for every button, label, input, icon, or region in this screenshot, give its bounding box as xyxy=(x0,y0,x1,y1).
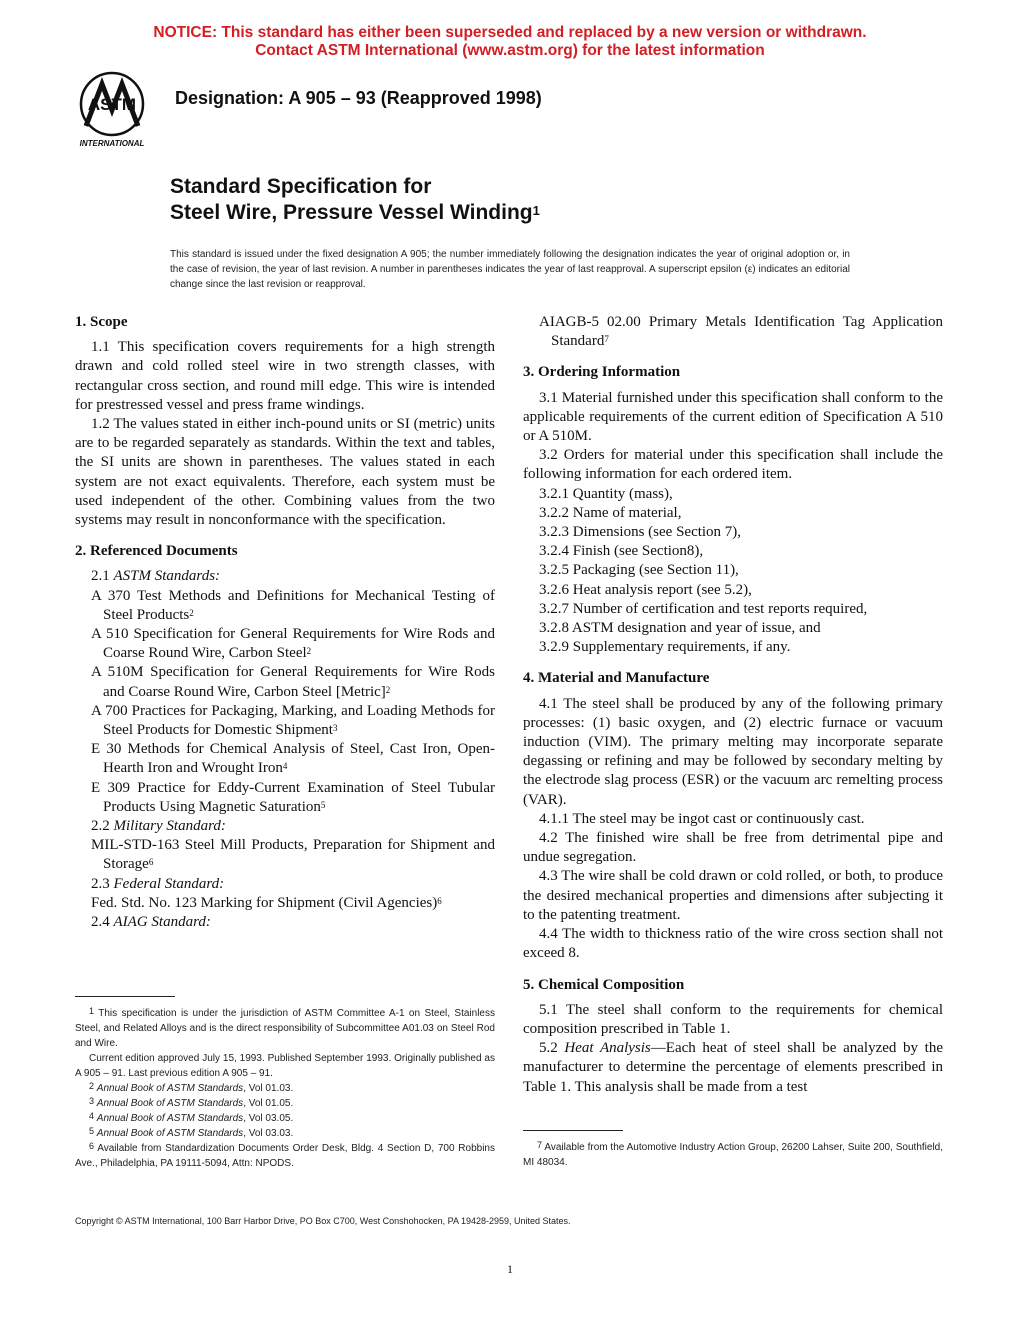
copyright-line: Copyright © ASTM International, 100 Barr Harbor Drive, PO Box C700, West Conshohocken, PA 19428-2959, United States. xyxy=(75,1216,571,1226)
title-footnote-mark: 1 xyxy=(532,203,540,218)
ref-mil-std-163: MIL-STD-163 Steel Mill Products, Preparation for Shipment and Storage$^6$ xyxy=(91,837,495,873)
para-4-1-1: 4.1.1 The steel may be ingot cast or continuously cast. xyxy=(539,810,865,827)
section-2-heading: 2. Referenced Documents xyxy=(75,543,238,560)
para-4-4: 4.4 The width to thickness ratio of the wire cross section shall not exceed 8. xyxy=(523,926,943,962)
title-line-2-text: Steel Wire, Pressure Vessel Winding xyxy=(170,201,533,224)
astm-logo xyxy=(62,70,162,150)
para-4-2: 4.2 The finished wire shall be free from detrimental pipe and undue segregation. xyxy=(523,830,943,866)
list-item: 3.2.3 Dimensions (see Section 7), xyxy=(539,524,742,541)
para-1-1: 1.1 This specification covers requirements for a high strength drawn and cold rolled steel wire in two strength classes, with rectangular cross section, and round mill edge. This wire is intended for prestressed vessel and press frame windings. xyxy=(75,339,495,413)
logo-text: ASTM xyxy=(87,95,137,114)
footnotes-left xyxy=(75,1006,495,1171)
ref-a370: A 370 Test Methods and Definitions for Mechanical Testing of Steel Products$^2$ xyxy=(91,587,495,623)
federal-standard-label: 2.3 Federal Standard: xyxy=(91,875,225,892)
list-item: 3.2.4 Finish (see Section8), xyxy=(539,543,704,560)
list-item: 3.2.8 ASTM designation and year of issue, and xyxy=(539,620,821,637)
ref-fed-std-123: Fed. Std. No. 123 Marking for Shipment (Civil Agencies)$^6$ xyxy=(91,894,442,911)
aiag-standard-label: 2.4 AIAG Standard: xyxy=(91,914,211,931)
astm-standards-label: 2.1 ASTM Standards: xyxy=(91,568,221,585)
page-number: 1 xyxy=(507,1262,513,1276)
left-column xyxy=(75,313,495,932)
list-item: 3.2.2 Name of material, xyxy=(539,504,682,521)
para-3-1: 3.1 Material furnished under this specification shall conform to the applicable requirements of the current edition of Specification A 510 or A 510M. xyxy=(523,389,943,445)
ref-a510m: A 510M Specification for General Requirements for Wire Rods and Coarse Round Wire, Carbon Steel [Metric]$^2$ xyxy=(91,664,495,700)
list-item: 3.2.5 Packaging (see Section 11), xyxy=(539,562,739,579)
section-4-heading: 4. Material and Manufacture xyxy=(523,670,710,687)
para-1-2: 1.2 The values stated in either inch-pound units or SI (metric) units are to be regarded separately as standards. Within the text and tables, the SI units are shown in parentheses. The values stated in each system are not exact equivalents. Therefore, each system must be used independent of the other. Combining values from the two systems may result in nonconformance with the specification. xyxy=(75,416,495,529)
ref-e30: E 30 Methods for Chemical Analysis of Steel, Cast Iron, Open-Hearth Iron and Wrought Iron$^4$ xyxy=(91,741,495,777)
list-item: 3.2.7 Number of certification and test reports required, xyxy=(539,600,868,617)
footnote-divider-right xyxy=(523,1130,623,1131)
footnote-divider-left xyxy=(75,996,175,997)
footnote-1: $^1$ This specification is under the jurisdiction of ASTM Committee A-1 on Steel, Stainless Steel, and Related Alloys and is the direct responsibility of Subcommittee A01.03 on Steel Rod and Wire. xyxy=(75,1006,495,1049)
footnote-6: $^6$ Available from Standardization Documents Order Desk, Bldg. 4 Section D, 700 Robbins Ave., Philadelphia, PA 19111-5094, Attn: NPODS. xyxy=(75,1141,495,1169)
list-item: 3.2.1 Quantity (mass), xyxy=(539,485,673,502)
ref-a510: A 510 Specification for General Requirements for Wire Rods and Coarse Round Wire, Carbon Steel$^2$ xyxy=(91,626,495,662)
para-4-3: 4.3 The wire shall be cold drawn or cold rolled, or both, to produce the desired mechanical properties and dimensions after subjecting it to the patenting treatment. xyxy=(523,868,943,923)
notice-line-1: NOTICE: This standard has either been superseded and replaced by a new version or withdrawn. xyxy=(153,24,867,41)
military-standard-label: 2.2 Military Standard: xyxy=(91,818,226,835)
document-title xyxy=(170,174,540,226)
list-item: 3.2.9 Supplementary requirements, if any. xyxy=(539,639,791,656)
logo-subtext: INTERNATIONAL xyxy=(79,139,145,148)
ref-aiagb-5: AIAGB-5 02.00 Primary Metals Identification Tag Application Standard$^7$ xyxy=(539,314,943,350)
footnotes-right xyxy=(523,1140,943,1170)
footnote-1-edition: Current edition approved July 15, 1993. Published September 1993. Originally published as A 905 – 91. Last previous edition A 905 – 91. xyxy=(75,1053,495,1079)
title-line-1: Standard Specification for xyxy=(170,175,432,198)
title-line-2 xyxy=(170,200,540,226)
para-3-2: 3.2 Orders for material under this specification shall include the following information for each ordered item. xyxy=(523,447,943,483)
footnote-5: $^5$ Annual Book of ASTM Standards, Vol 03.03. xyxy=(89,1126,294,1139)
right-column xyxy=(523,313,943,1097)
footnote-2: $^2$ Annual Book of ASTM Standards, Vol 01.03. xyxy=(89,1081,294,1094)
supersession-notice xyxy=(0,24,1020,60)
para-4-1: 4.1 The steel shall be produced by any of the following primary processes: (1) basic oxygen, and (2) electric furnace or vacuum induction (VIM). The primary melting may incorporate separate degassing or refining and may be followed by secondary melting by the electrode slag process (ESR) or the vacuum arc remelting process (VAR). xyxy=(523,695,943,808)
ref-e309: E 309 Practice for Eddy-Current Examination of Steel Tubular Products Using Magnetic Saturation$^5$ xyxy=(91,779,495,815)
issuance-note: This standard is issued under the fixed designation A 905; the number immediately following the designation indicates the year of original adoption or, in the case of revision, the year of last revision. A number in parentheses indicates the year of last reapproval. A superscript epsilon (ε) indicates an editorial change since the last revision or reapproval. xyxy=(170,249,850,290)
section-3-heading: 3. Ordering Information xyxy=(523,364,681,381)
designation: Designation: A 905 – 93 (Reapproved 1998) xyxy=(175,88,542,108)
footnote-3: $^3$ Annual Book of ASTM Standards, Vol 01.05. xyxy=(89,1096,294,1109)
footnote-4: $^4$ Annual Book of ASTM Standards, Vol 03.05. xyxy=(89,1111,294,1124)
section-5-heading: 5. Chemical Composition xyxy=(523,976,685,993)
para-5-2: 5.2 Heat Analysis—Each heat of steel shall be analyzed by the manufacturer to determine the percentage of elements prescribed in Table 1. This analysis shall be made from a test xyxy=(523,1040,944,1095)
footnote-7: $^7$ Available from the Automotive Industry Action Group, 26200 Lahser, Suite 200, Southfield, MI 48034. xyxy=(523,1140,944,1168)
ref-a700: A 700 Practices for Packaging, Marking, and Loading Methods for Steel Products for Domestic Shipment$^3$ xyxy=(91,702,495,739)
notice-line-2: Contact ASTM International (www.astm.org) for the latest information xyxy=(255,42,765,59)
section-1-heading: 1. Scope xyxy=(75,314,128,330)
list-item: 3.2.6 Heat analysis report (see 5.2), xyxy=(539,581,752,598)
para-5-1: 5.1 The steel shall conform to the requirements for chemical composition prescribed in Table 1. xyxy=(523,1001,943,1037)
